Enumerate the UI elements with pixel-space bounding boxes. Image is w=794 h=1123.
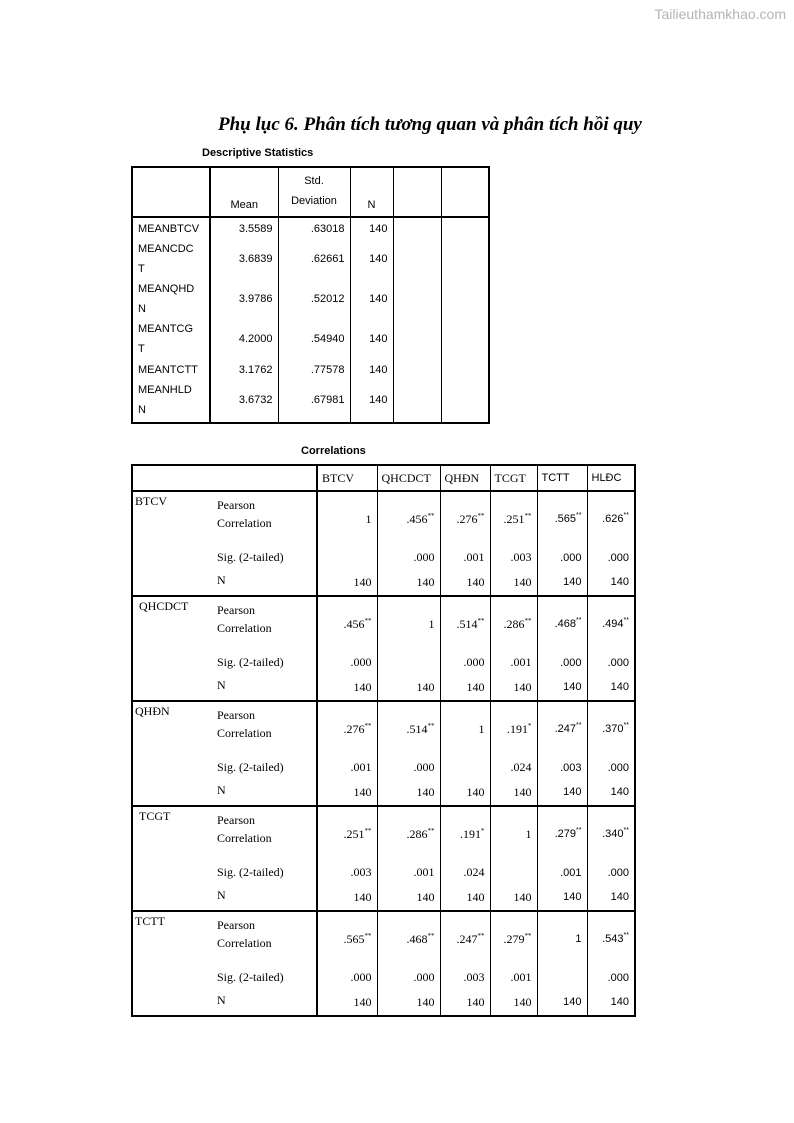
pearson-value: .340** <box>587 806 635 861</box>
sig-value: .000 <box>587 861 635 884</box>
pearson-label: Pearson Correlation <box>211 491 317 546</box>
variable-name: TCGT <box>132 806 211 911</box>
n-value: 140 <box>537 989 587 1016</box>
significance-marker: ** <box>623 827 629 834</box>
sig-value: .000 <box>440 651 490 674</box>
pearson-label: Pearson Correlation <box>211 806 317 861</box>
significance-marker: ** <box>427 931 435 940</box>
pearson-row <box>132 911 635 966</box>
header-n: N <box>350 167 393 217</box>
mean-value: 3.5589 <box>210 217 278 239</box>
pearson-value: .191* <box>490 701 537 756</box>
empty-cell <box>441 380 489 423</box>
variable-name: TCTT <box>135 914 165 928</box>
sig-value: .003 <box>490 546 537 569</box>
sig-value: .024 <box>490 756 537 779</box>
pearson-value: .191* <box>440 806 490 861</box>
significance-marker: ** <box>576 827 582 834</box>
n-value: 140 <box>317 674 377 701</box>
std-value: .63018 <box>278 217 350 239</box>
pearson-value: 1 <box>490 806 537 861</box>
n-value: 140 <box>440 779 490 806</box>
n-value: 140 <box>587 674 635 701</box>
correlations-table <box>131 464 636 1017</box>
pearson-value: .565** <box>537 491 587 546</box>
significance-marker: ** <box>364 721 372 730</box>
header-std-line2: Deviation <box>291 195 337 207</box>
significance-marker: ** <box>623 617 629 624</box>
n-value: 140 <box>317 989 377 1016</box>
pearson-value: .565** <box>317 911 377 966</box>
pearson-value: 1 <box>377 596 440 651</box>
pearson-value: .543** <box>587 911 635 966</box>
sig-value <box>317 546 377 569</box>
variable-label: MEANBTCV <box>132 217 210 239</box>
n-value: 140 <box>350 319 393 359</box>
std-value: .52012 <box>278 279 350 319</box>
pearson-value: .251** <box>490 491 537 546</box>
sig-value: .000 <box>317 966 377 989</box>
std-value: .54940 <box>278 319 350 359</box>
sig-value: .000 <box>377 966 440 989</box>
pearson-row <box>132 491 635 546</box>
pearson-value: .247** <box>537 701 587 756</box>
n-value: 140 <box>440 569 490 596</box>
empty-cell <box>393 279 441 319</box>
empty-cell <box>393 239 441 279</box>
n-value: 140 <box>537 779 587 806</box>
descriptive-row <box>132 359 489 380</box>
mean-value: 4.2000 <box>210 319 278 359</box>
pearson-value: .279** <box>537 806 587 861</box>
empty-cell <box>441 359 489 380</box>
sig-label: Sig. (2-tailed) <box>211 546 317 569</box>
variable-name: QHCDCT <box>132 596 211 701</box>
significance-marker: ** <box>364 931 372 940</box>
descriptive-header-blank <box>132 167 210 217</box>
n-value: 140 <box>587 779 635 806</box>
std-value: .62661 <box>278 239 350 279</box>
pearson-value: .468** <box>537 596 587 651</box>
sig-value: .003 <box>537 756 587 779</box>
empty-cell <box>441 239 489 279</box>
descriptive-statistics-table <box>131 166 490 424</box>
empty-cell <box>393 217 441 239</box>
n-value: 140 <box>317 569 377 596</box>
sig-label: Sig. (2-tailed) <box>211 651 317 674</box>
significance-marker: ** <box>623 932 629 939</box>
correlations-caption: Correlations <box>301 445 366 457</box>
significance-marker: ** <box>623 512 629 519</box>
empty-cell <box>393 319 441 359</box>
sig-value: .001 <box>440 546 490 569</box>
pearson-row <box>132 701 635 756</box>
significance-marker: ** <box>364 616 372 625</box>
sig-value: .000 <box>317 651 377 674</box>
sig-value: .000 <box>587 546 635 569</box>
n-value: 140 <box>317 779 377 806</box>
header-qhcdct: QHCDCT <box>377 465 440 491</box>
pearson-value: .514** <box>440 596 490 651</box>
n-value: 140 <box>587 884 635 911</box>
n-value: 140 <box>317 884 377 911</box>
header-qhdn: QHĐN <box>440 465 490 491</box>
n-value: 140 <box>490 779 537 806</box>
page-title: Phụ lục 6. Phân tích tương quan và phân tích hồi quy <box>218 114 642 135</box>
n-value: 140 <box>537 884 587 911</box>
descriptive-row <box>132 380 489 423</box>
n-value: 140 <box>377 569 440 596</box>
correlations-header-blank <box>132 465 317 491</box>
n-value: 140 <box>350 359 393 380</box>
sig-value: .001 <box>490 966 537 989</box>
sig-value: .003 <box>317 861 377 884</box>
significance-marker: ** <box>524 511 532 520</box>
pearson-value: .286** <box>490 596 537 651</box>
n-value: 140 <box>377 989 440 1016</box>
variable-name: BTCV <box>132 491 211 596</box>
empty-cell <box>393 359 441 380</box>
sig-value: .024 <box>440 861 490 884</box>
n-value: 140 <box>490 569 537 596</box>
pearson-value: .276** <box>440 491 490 546</box>
n-value: 140 <box>587 569 635 596</box>
significance-marker: ** <box>477 616 485 625</box>
n-label: N <box>211 674 317 701</box>
header-tctt: TCTT <box>537 465 587 491</box>
variable-label: MEANTCG T <box>132 319 210 359</box>
significance-marker: ** <box>477 511 485 520</box>
pearson-value: .626** <box>587 491 635 546</box>
sig-value: .000 <box>587 756 635 779</box>
pearson-value: 1 <box>317 491 377 546</box>
header-hldc: HLĐC <box>587 465 635 491</box>
n-value: 140 <box>537 569 587 596</box>
n-value: 140 <box>587 989 635 1016</box>
significance-marker: ** <box>576 722 582 729</box>
sig-value: .001 <box>317 756 377 779</box>
sig-value <box>490 861 537 884</box>
pearson-value: .279** <box>490 911 537 966</box>
significance-marker: ** <box>477 931 485 940</box>
descriptive-row <box>132 239 489 279</box>
n-label: N <box>211 989 317 1016</box>
pearson-label: Pearson Correlation <box>211 596 317 651</box>
mean-value: 3.9786 <box>210 279 278 319</box>
header-mean: Mean <box>210 167 278 217</box>
pearson-value: .286** <box>377 806 440 861</box>
significance-marker: ** <box>364 826 372 835</box>
pearson-value: 1 <box>440 701 490 756</box>
header-btcv: BTCV <box>317 465 377 491</box>
sig-value: .001 <box>490 651 537 674</box>
sig-value: .000 <box>377 546 440 569</box>
header-std-deviation <box>278 167 350 217</box>
pearson-value: 1 <box>537 911 587 966</box>
sig-value: .000 <box>377 756 440 779</box>
mean-value: 3.6839 <box>210 239 278 279</box>
significance-marker: ** <box>623 722 629 729</box>
empty-cell <box>441 217 489 239</box>
pearson-value: .468** <box>377 911 440 966</box>
pearson-label: Pearson Correlation <box>211 911 317 966</box>
sig-value <box>377 651 440 674</box>
sig-value: .001 <box>377 861 440 884</box>
n-value: 140 <box>440 884 490 911</box>
sig-value: .000 <box>537 546 587 569</box>
variable-label: MEANHLD N <box>132 380 210 423</box>
sig-value: .000 <box>587 651 635 674</box>
n-value: 140 <box>377 674 440 701</box>
sig-value: .003 <box>440 966 490 989</box>
mean-value: 3.6732 <box>210 380 278 423</box>
watermark: Tailieuthamkhao.com <box>654 6 786 22</box>
n-value: 140 <box>490 884 537 911</box>
std-value: .77578 <box>278 359 350 380</box>
pearson-row <box>132 596 635 651</box>
variable-label: MEANTCTT <box>132 359 210 380</box>
header-empty <box>393 167 441 217</box>
descriptive-header-row <box>132 167 489 217</box>
sig-value: .000 <box>537 651 587 674</box>
n-value: 140 <box>440 674 490 701</box>
header-empty <box>441 167 489 217</box>
sig-label: Sig. (2-tailed) <box>211 756 317 779</box>
std-value: .67981 <box>278 380 350 423</box>
significance-marker: ** <box>427 511 435 520</box>
n-value: 140 <box>350 380 393 423</box>
pearson-row <box>132 806 635 861</box>
mean-value: 3.1762 <box>210 359 278 380</box>
n-label: N <box>211 884 317 911</box>
descriptive-caption: Descriptive Statistics <box>202 147 314 159</box>
pearson-value: .251** <box>317 806 377 861</box>
significance-marker: * <box>481 826 485 835</box>
correlations-header-row <box>132 465 635 491</box>
descriptive-row <box>132 279 489 319</box>
significance-marker: ** <box>427 826 435 835</box>
n-value: 140 <box>350 217 393 239</box>
sig-value: .001 <box>537 861 587 884</box>
header-tcgt: TCGT <box>490 465 537 491</box>
n-label: N <box>211 569 317 596</box>
significance-marker: ** <box>524 616 532 625</box>
variable-label: MEANQHD N <box>132 279 210 319</box>
significance-marker: ** <box>524 931 532 940</box>
pearson-value: .370** <box>587 701 635 756</box>
pearson-value: .514** <box>377 701 440 756</box>
descriptive-row <box>132 319 489 359</box>
n-label: N <box>211 779 317 806</box>
n-value: 140 <box>537 674 587 701</box>
header-std-line1: Std. <box>304 175 324 187</box>
n-value: 140 <box>377 779 440 806</box>
pearson-value: .247** <box>440 911 490 966</box>
n-value: 140 <box>490 674 537 701</box>
pearson-label: Pearson Correlation <box>211 701 317 756</box>
empty-cell <box>393 380 441 423</box>
sig-value <box>440 756 490 779</box>
pearson-value: .494** <box>587 596 635 651</box>
significance-marker: ** <box>427 721 435 730</box>
n-value: 140 <box>377 884 440 911</box>
sig-value <box>537 966 587 989</box>
descriptive-row <box>132 217 489 239</box>
significance-marker: * <box>528 721 532 730</box>
pearson-value: .276** <box>317 701 377 756</box>
variable-name: QHĐN <box>132 701 211 806</box>
pearson-value: .456** <box>377 491 440 546</box>
sig-value: .000 <box>587 966 635 989</box>
pearson-value: .456** <box>317 596 377 651</box>
n-value: 140 <box>350 239 393 279</box>
empty-cell <box>441 319 489 359</box>
variable-label: MEANCDC T <box>132 239 210 279</box>
significance-marker: ** <box>576 512 582 519</box>
n-value: 140 <box>350 279 393 319</box>
empty-cell <box>441 279 489 319</box>
significance-marker: ** <box>576 617 582 624</box>
n-value: 140 <box>490 989 537 1016</box>
sig-label: Sig. (2-tailed) <box>211 861 317 884</box>
sig-label: Sig. (2-tailed) <box>211 966 317 989</box>
n-value: 140 <box>440 989 490 1016</box>
